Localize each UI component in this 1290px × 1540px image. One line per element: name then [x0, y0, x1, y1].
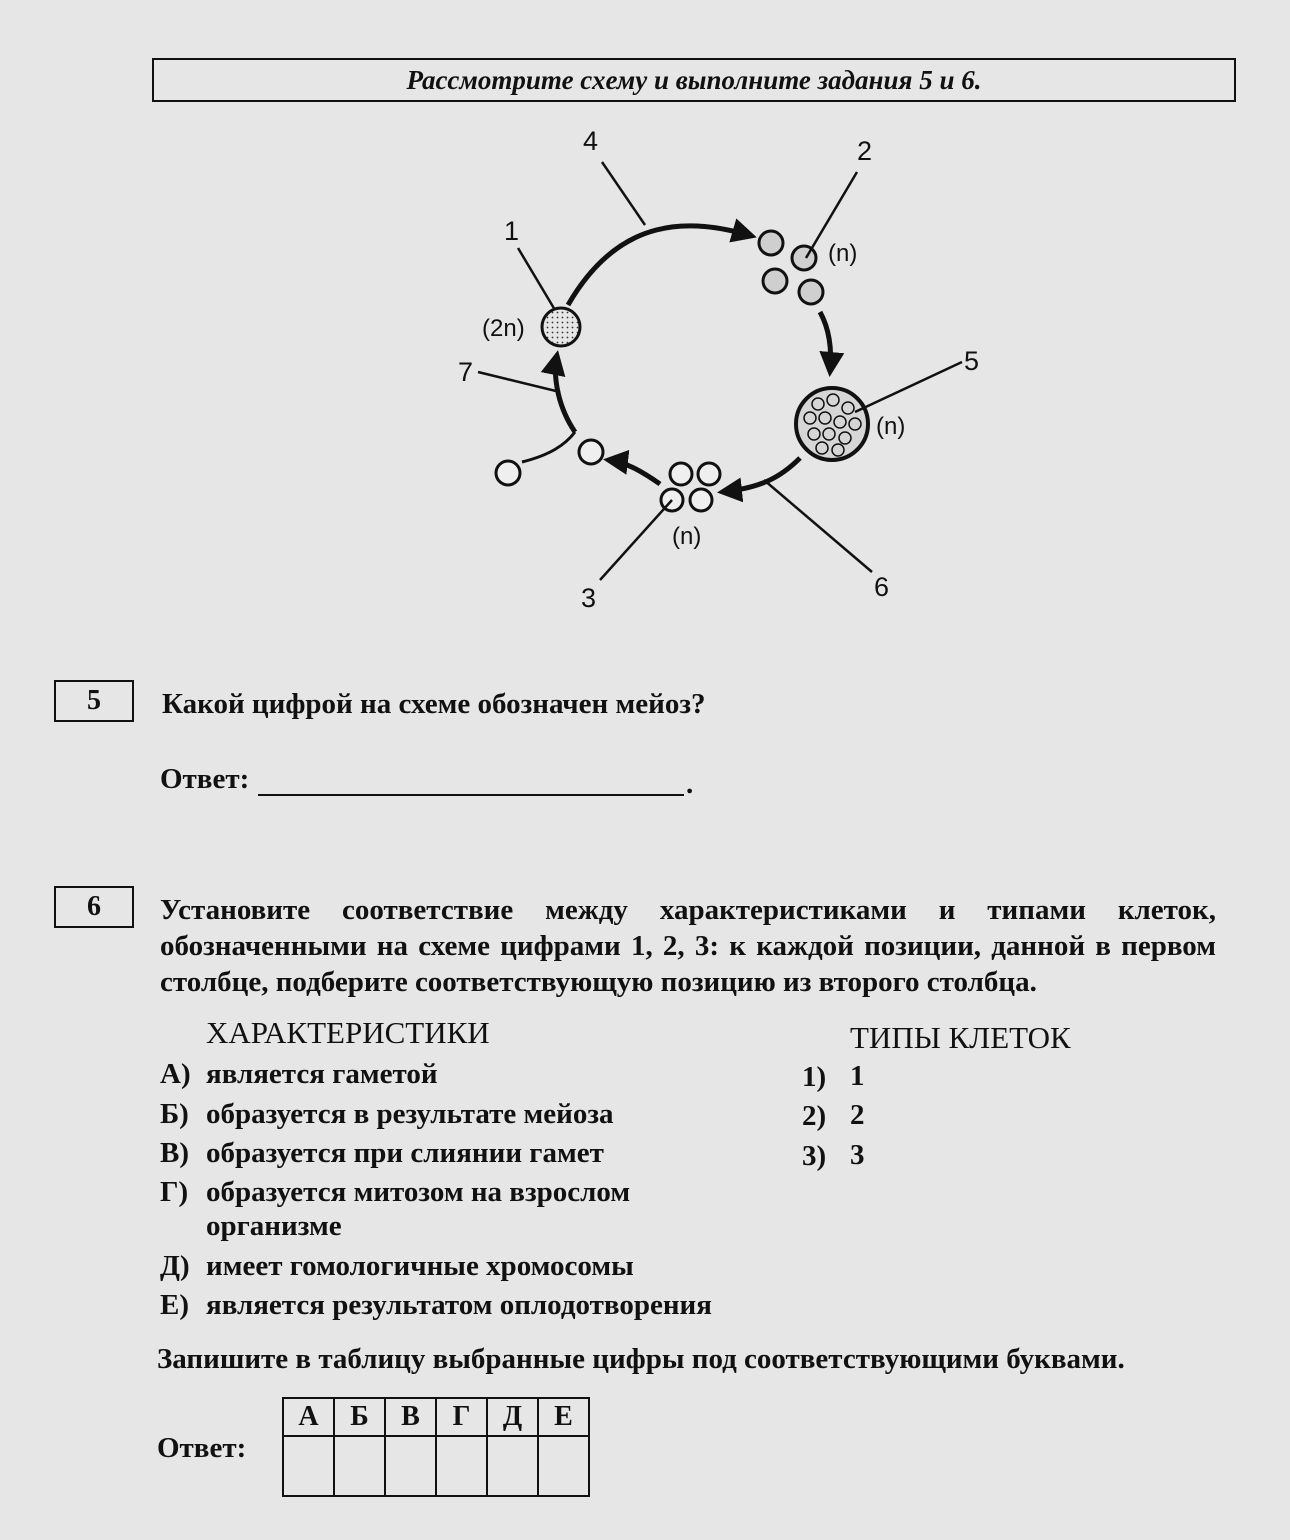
- question-5-answer-end: .: [686, 768, 694, 800]
- spore-cell: [759, 231, 783, 255]
- leader-line-7: [478, 372, 560, 392]
- gamete-cell: [698, 463, 720, 485]
- diagram-label-3: 3: [581, 583, 597, 613]
- type-val-3: 3: [850, 1139, 865, 1171]
- char-letter-d: Д): [160, 1250, 190, 1282]
- spore-cell: [763, 269, 787, 293]
- char-letter-e: Е): [160, 1289, 189, 1321]
- type-num-1: 1): [802, 1061, 827, 1093]
- char-letter-g: Г): [160, 1176, 189, 1208]
- arrow-cells-to-large: [820, 312, 831, 372]
- diagram-label-1: 1: [504, 216, 520, 246]
- answer-cell-g[interactable]: [436, 1436, 487, 1496]
- gamete-cell: [579, 440, 603, 464]
- char-letter-b: Б): [160, 1098, 189, 1130]
- answer-cell-v[interactable]: [385, 1436, 436, 1496]
- question-5-text: Какой цифрой на схеме обозначен мейоз?: [162, 688, 706, 720]
- answer-col-d: Д: [487, 1398, 538, 1436]
- ploidy-group-top: (n): [828, 240, 858, 267]
- diagram-label-5: 5: [964, 346, 980, 376]
- arrow-cells-to-gamete: [608, 460, 660, 484]
- answer-cell-d[interactable]: [487, 1436, 538, 1496]
- diagram-label-7: 7: [458, 357, 474, 387]
- answer-col-e: Е: [538, 1398, 589, 1436]
- question-6-answer-label: Ответ:: [157, 1432, 247, 1464]
- ploidy-large: (n): [876, 413, 906, 440]
- char-letter-a: А): [160, 1058, 191, 1090]
- question-6-intro: Установите соответствие между характеристиками и типами клеток, обозначенными на схеме цифрами 1, 2, 3: к каждой позиции, данной в первом столбце, подберите соответствующую позицию из второго столбца.: [160, 894, 1216, 998]
- char-text-g: образуется митозом на взрослом: [206, 1176, 631, 1208]
- char-letter-v: В): [160, 1137, 189, 1169]
- leader-line-3: [600, 500, 672, 580]
- type-num-3: 3): [802, 1140, 827, 1172]
- char-text-e: является результатом оплодотворения: [206, 1289, 712, 1321]
- answer-col-b: Б: [334, 1398, 385, 1436]
- question-6-number: 6: [54, 886, 134, 928]
- gamete-cell: [496, 461, 520, 485]
- zygote-cell: [542, 308, 580, 346]
- life-cycle-diagram: [0, 0, 1290, 640]
- question-5-answer-label: Ответ:: [160, 763, 250, 795]
- type-num-2: 2): [802, 1100, 827, 1132]
- multicellular-organism: [796, 388, 868, 460]
- question-5-answer-field[interactable]: [258, 768, 684, 796]
- arrow-6-large-to-cells: [722, 458, 800, 492]
- leader-line-5: [855, 362, 962, 412]
- answer-cell-e[interactable]: [538, 1436, 589, 1496]
- ploidy-group-bottom: (n): [672, 523, 702, 550]
- answer-col-a: А: [283, 1398, 334, 1436]
- arrow-7-fusion-to-zygote: [556, 355, 575, 432]
- gamete-cell: [670, 463, 692, 485]
- section-header-text: Рассмотрите схему и выполните задания 5 и 6.: [406, 64, 982, 95]
- char-text-b: образуется в результате мейоза: [206, 1098, 614, 1130]
- curve-gamete-join: [522, 432, 575, 462]
- char-text-v: образуется при слиянии гамет: [206, 1137, 604, 1169]
- characteristics-header: ХАРАКТЕРИСТИКИ: [206, 1015, 490, 1050]
- char-text-d: имеет гомологичные хромосомы: [206, 1250, 634, 1282]
- spore-cell: [799, 280, 823, 304]
- answer-table: [282, 1397, 590, 1497]
- arrow-4-zygote-to-cells: [568, 226, 752, 305]
- diagram-label-2: 2: [857, 136, 873, 166]
- diagram-label-4: 4: [583, 126, 599, 156]
- ploidy-zygote: (2n): [482, 315, 525, 342]
- question-6-instruction: Запишите в таблицу выбранные цифры под соответствующими буквами.: [157, 1343, 1125, 1375]
- answer-cell-b[interactable]: [334, 1436, 385, 1496]
- char-text-g-cont: организме: [206, 1210, 342, 1242]
- leader-line-6: [764, 480, 872, 572]
- char-text-a: является гаметой: [206, 1058, 438, 1090]
- diagram-label-6: 6: [874, 572, 890, 602]
- type-val-2: 2: [850, 1099, 865, 1131]
- answer-cell-a[interactable]: [283, 1436, 334, 1496]
- answer-col-v: В: [385, 1398, 436, 1436]
- leader-line-1: [518, 248, 555, 310]
- answer-col-g: Г: [436, 1398, 487, 1436]
- leader-line-4: [602, 162, 645, 225]
- type-val-1: 1: [850, 1060, 865, 1092]
- cell-types-header: ТИПЫ КЛЕТОК: [850, 1020, 1071, 1055]
- question-5-number: 5: [54, 680, 134, 722]
- gamete-cell: [690, 489, 712, 511]
